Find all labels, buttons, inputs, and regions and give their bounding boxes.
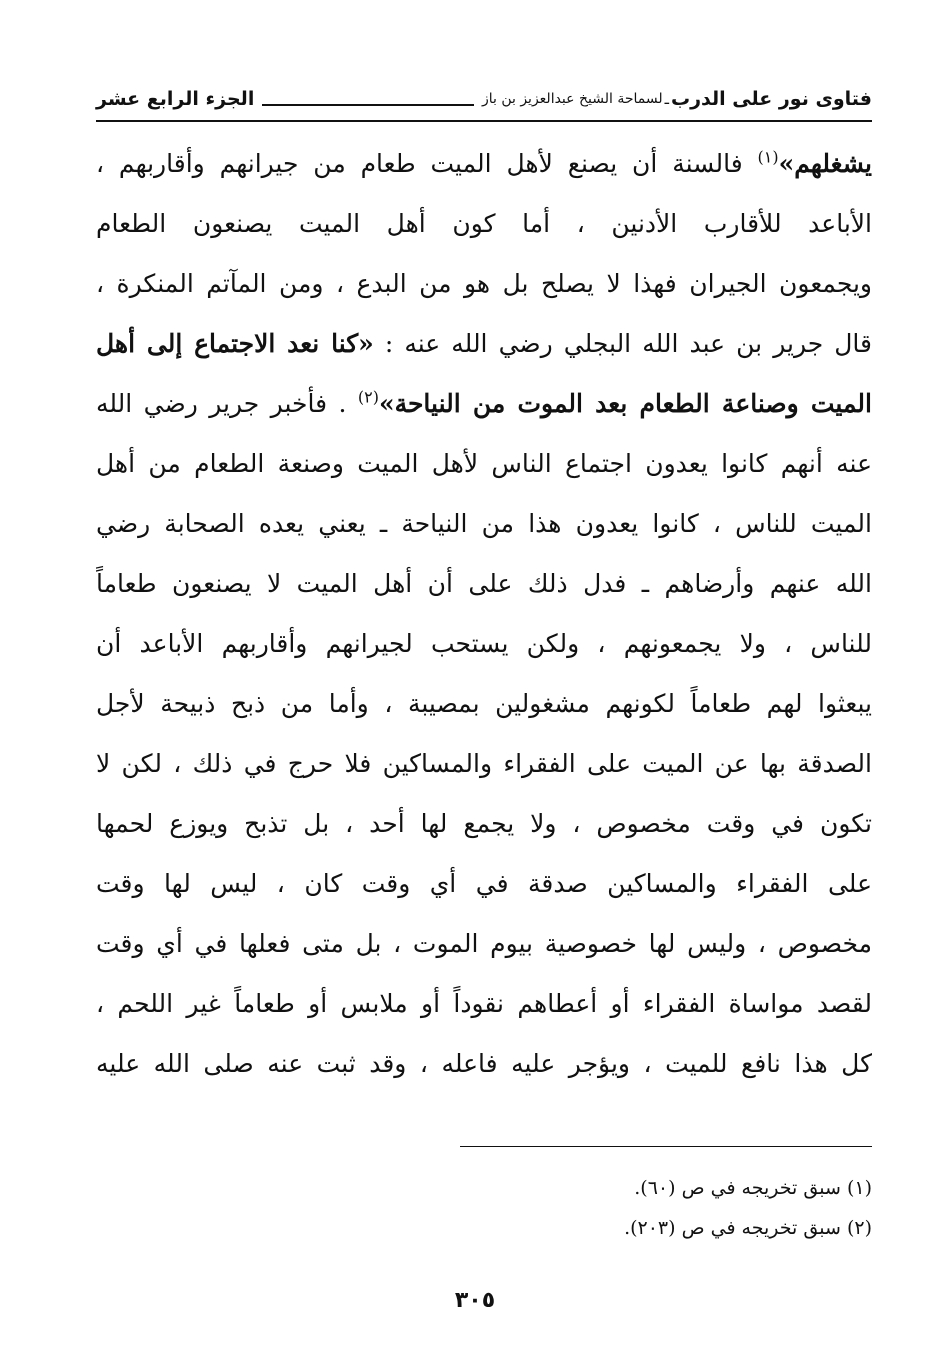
footnotes (96, 1168, 872, 1248)
footnote-reference: (١) (757, 147, 779, 167)
text-segment: قال جرير بن عبد الله البجلي رضي الله عنه : (373, 329, 872, 358)
text-segment: كل هذا نافع للميت ، ويؤجر عليه فاعله ، وقد ثبت عنه صلى الله عليه (96, 1049, 872, 1078)
text-line (96, 314, 872, 374)
footnote-divider (460, 1146, 872, 1147)
text-line (96, 554, 872, 614)
text-line (96, 794, 872, 854)
header-separator: ـ (664, 90, 669, 108)
footnote-item (96, 1208, 872, 1248)
bold-quote: الميت وصناعة الطعام بعد الموت من النياحة» (378, 389, 872, 418)
page-number: ٣٠٥ (454, 1288, 496, 1313)
text-segment: للناس ، ولا يجمعونهم ، ولكن يستحب لجيرانهم وأقاربهم الأباعد أن (96, 629, 872, 658)
text-segment: تكون في وقت مخصوص ، ولا يجمع لها أحد ، بل تذبح ويوزع لحمها (96, 809, 872, 838)
text-segment: الله عنهم وأرضاهم ـ فدل ذلك على أن أهل الميت لا يصنعون طعاماً (96, 569, 872, 598)
text-line (96, 674, 872, 734)
footnote-number: (٢) (846, 1217, 872, 1239)
text-segment: فالسنة أن يصنع لأهل الميت طعام من جيرانهم وأقاربهم ، (96, 149, 758, 178)
text-line (96, 734, 872, 794)
footnote-item (96, 1168, 872, 1208)
footnote-reference: (٢) (357, 387, 379, 407)
header-author: لسماحة الشيخ عبدالعزيز بن باز (481, 91, 663, 107)
text-segment: يبعثوا لهم طعاماً لكونهم مشغولين بمصيبة ، وأما من ذبح ذبيحة لأجل (96, 689, 872, 718)
footnote-number: (١) (846, 1177, 872, 1199)
text-segment: عنه أنهم كانوا يعدون اجتماع الناس لأهل الميت وصنعة الطعام من أهل (96, 449, 872, 478)
text-line (96, 854, 872, 914)
volume-part: الجزء الرابع عشر (96, 88, 255, 110)
bold-quote: يشغلهم» (778, 149, 872, 178)
text-line (96, 494, 872, 554)
text-line (96, 914, 872, 974)
text-segment: ويجمعون الجيران فهذا لا يصلح بل هو من البدع ، ومن المآتم المنكرة ، (96, 269, 872, 298)
text-line (96, 374, 872, 434)
text-line (96, 974, 872, 1034)
text-line (96, 434, 872, 494)
text-segment: . فأخبر جرير رضي الله (96, 389, 358, 418)
text-line (96, 1034, 872, 1094)
bold-quote: «كنا نعد الاجتماع إلى أهل (96, 329, 374, 358)
header-rule (262, 92, 474, 106)
footnote-text: سبق تخريجه في ص (٦٠). (634, 1177, 841, 1199)
text-segment: مخصوص ، وليس لها خصوصية بيوم الموت ، بل متى فعلها في أي وقت (96, 929, 872, 958)
body-text (96, 134, 872, 1094)
text-line (96, 614, 872, 674)
book-title: فتاوى نور على الدرب (671, 88, 872, 110)
text-segment: على الفقراء والمساكين صدقة في أي وقت كان ، ليس لها وقت (96, 869, 872, 898)
text-segment: لقصد مواساة الفقراء أو أعطاهم نقوداً أو ملابس أو طعاماً غير اللحم ، (96, 989, 872, 1018)
text-line (96, 134, 872, 194)
text-line (96, 254, 872, 314)
footnote-text: سبق تخريجه في ص (٢٠٣). (624, 1217, 841, 1239)
running-header (96, 84, 872, 122)
text-segment: الميت للناس ، كانوا يعدون هذا من النياحة ـ يعني يعده الصحابة رضي (96, 509, 872, 538)
text-segment: الأباعد للأقارب الأدنين ، أما كون أهل الميت يصنعون الطعام (96, 209, 872, 238)
text-line (96, 194, 872, 254)
text-segment: الصدقة بها عن الميت على الفقراء والمساكين فلا حرج في ذلك ، لكن لا (96, 749, 872, 778)
